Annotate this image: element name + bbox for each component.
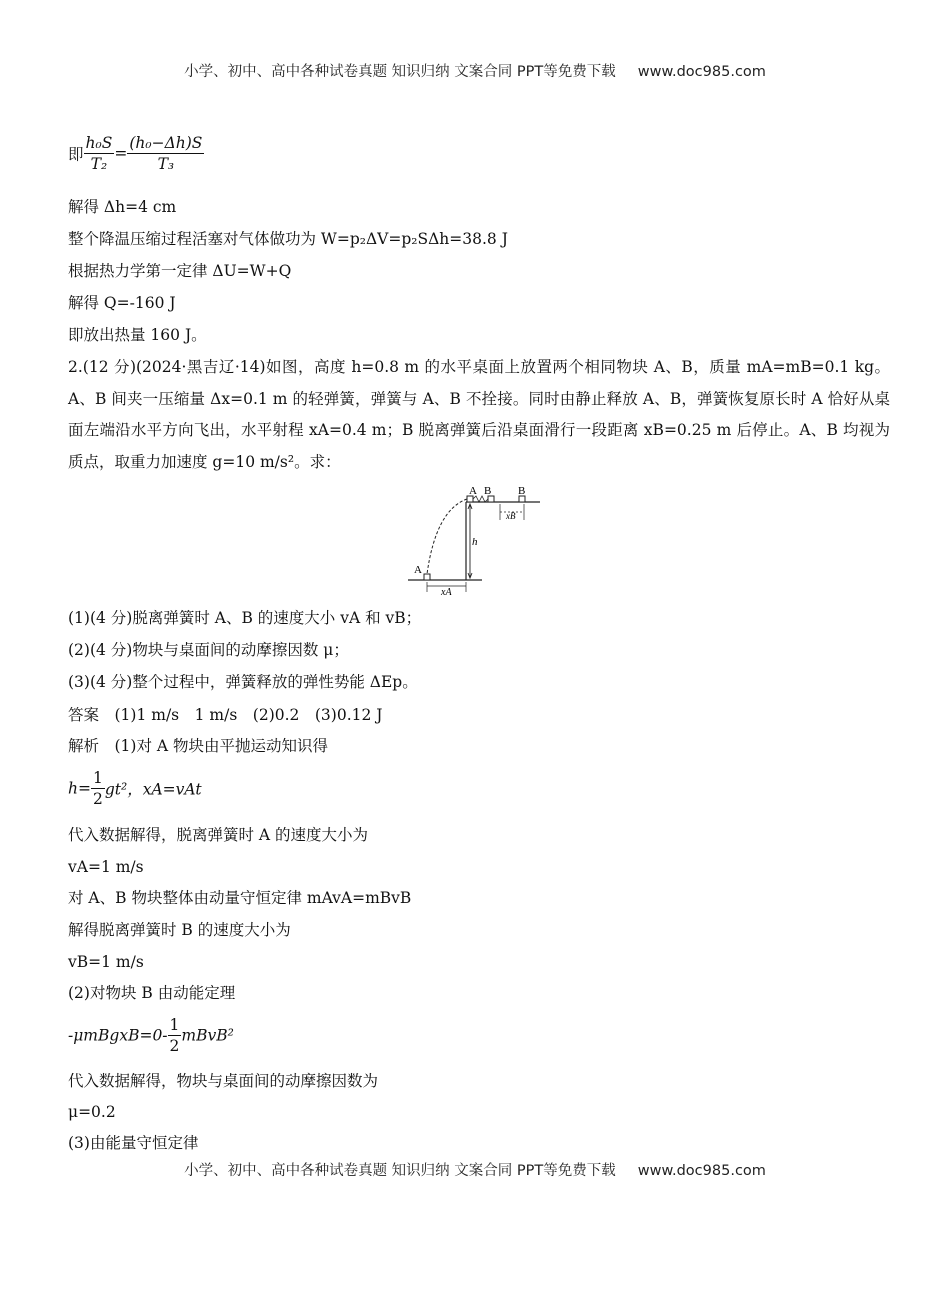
label-b-top: B bbox=[484, 485, 492, 497]
eq2-right: gt²，xA=vAt bbox=[104, 780, 202, 799]
solution-10: (3)由能量守恒定律 bbox=[68, 1134, 199, 1152]
solution-6: vB=1 m/s bbox=[68, 953, 144, 971]
equation-1 bbox=[68, 133, 204, 174]
solution-7: (2)对物块 B 由动能定理 bbox=[68, 984, 236, 1002]
eq3-den: 2 bbox=[169, 1037, 180, 1055]
equation-3 bbox=[68, 1015, 234, 1056]
solution-5: 解得脱离弹簧时 B 的速度大小为 bbox=[68, 921, 291, 939]
label-h: h bbox=[472, 536, 478, 548]
eq1-den2: T₃ bbox=[157, 155, 175, 173]
eq1-fraction-left bbox=[84, 133, 115, 174]
question-3: (3)(4 分)整个过程中，弹簧释放的弹性势能 ΔEp。 bbox=[68, 673, 418, 691]
solution-1: 解析 (1)对 A 物块由平抛运动知识得 bbox=[68, 737, 329, 755]
equation-2 bbox=[68, 768, 202, 809]
eq1-equals: = bbox=[114, 144, 128, 163]
trajectory bbox=[427, 499, 467, 574]
page-footer bbox=[0, 1159, 950, 1180]
label-a-bottom: A bbox=[414, 564, 422, 576]
page-header bbox=[0, 60, 950, 81]
header-site: www.doc985.com bbox=[637, 64, 766, 80]
label-b-right: B bbox=[518, 485, 526, 497]
label-xa: xA bbox=[441, 587, 452, 597]
question-2: (2)(4 分)物块与桌面间的动摩擦因数 μ； bbox=[68, 641, 349, 659]
eq2-num: 1 bbox=[92, 769, 103, 787]
solution-4: 对 A、B 物块整体由动量守恒定律 mAvA=mBvB bbox=[68, 889, 412, 907]
line-4: 解得 Q=-160 J bbox=[68, 294, 176, 312]
eq3-right: mBvB² bbox=[181, 1026, 234, 1045]
line-2: 整个降温压缩过程活塞对气体做功为 W=p₂ΔV=p₂SΔh=38.8 J bbox=[68, 230, 508, 248]
eq1-num2: (h₀−Δh)S bbox=[129, 134, 203, 152]
eq3-num: 1 bbox=[169, 1016, 180, 1034]
eq3-left: -μmBgxB=0- bbox=[68, 1026, 168, 1045]
solution-9: μ=0.2 bbox=[68, 1103, 116, 1121]
answer: 答案 (1)1 m/s 1 m/s (2)0.2 (3)0.12 J bbox=[68, 706, 383, 724]
solution-8: 代入数据解得，物块与桌面间的动摩擦因数为 bbox=[68, 1072, 379, 1090]
eq3-fraction bbox=[168, 1015, 182, 1056]
eq2-left: h= bbox=[68, 779, 91, 798]
block-a-landed bbox=[424, 574, 430, 580]
solution-3: vA=1 m/s bbox=[68, 858, 144, 876]
line-3: 根据热力学第一定律 ΔU=W+Q bbox=[68, 262, 292, 280]
eq2-fraction bbox=[91, 768, 105, 809]
header-text: 小学、初中、高中各种试卷真题 知识归纳 文案合同 PPT等免费下载 bbox=[184, 64, 616, 80]
footer-text: 小学、初中、高中各种试卷真题 知识归纳 文案合同 PPT等免费下载 bbox=[184, 1163, 616, 1179]
eq1-num1: h₀S bbox=[85, 134, 113, 152]
label-a-top: A bbox=[469, 485, 477, 497]
question-1: (1)(4 分)脱离弹簧时 A、B 的速度大小 vA 和 vB； bbox=[68, 609, 422, 627]
line-5: 即放出热量 160 J。 bbox=[68, 326, 207, 344]
line-1: 解得 Δh=4 cm bbox=[68, 198, 177, 216]
eq1-prefix: 即 bbox=[68, 145, 84, 164]
problem-figure bbox=[408, 482, 543, 597]
label-xb: xB bbox=[506, 511, 516, 521]
footer-site: www.doc985.com bbox=[637, 1163, 766, 1179]
eq1-fraction-right bbox=[127, 133, 204, 174]
eq2-den: 2 bbox=[92, 790, 103, 808]
solution-2: 代入数据解得，脱离弹簧时 A 的速度大小为 bbox=[68, 826, 369, 844]
problem-text: 2.(12 分)(2024·黑吉辽·14)如图，高度 h=0.8 m 的水平桌面上放置两个相同物块 A、B，质量 mA=mB=0.1 kg。A、B 间夹一压缩量 Δx=0.1 m 的轻弹簧，弹簧与 A、B 不拴接。同时由静止释放 A、B，弹簧恢复原长时 A 恰好从桌面左端沿水平方向飞出，水平射程 xA=0.4 m；B 脱离弹簧后沿桌面滑行一段距离 xB=0.25 m 后停止。A、B 均视为质点，取重力加速度 g=10 m/s²。求： bbox=[68, 358, 890, 471]
eq1-den1: T₂ bbox=[90, 155, 108, 173]
